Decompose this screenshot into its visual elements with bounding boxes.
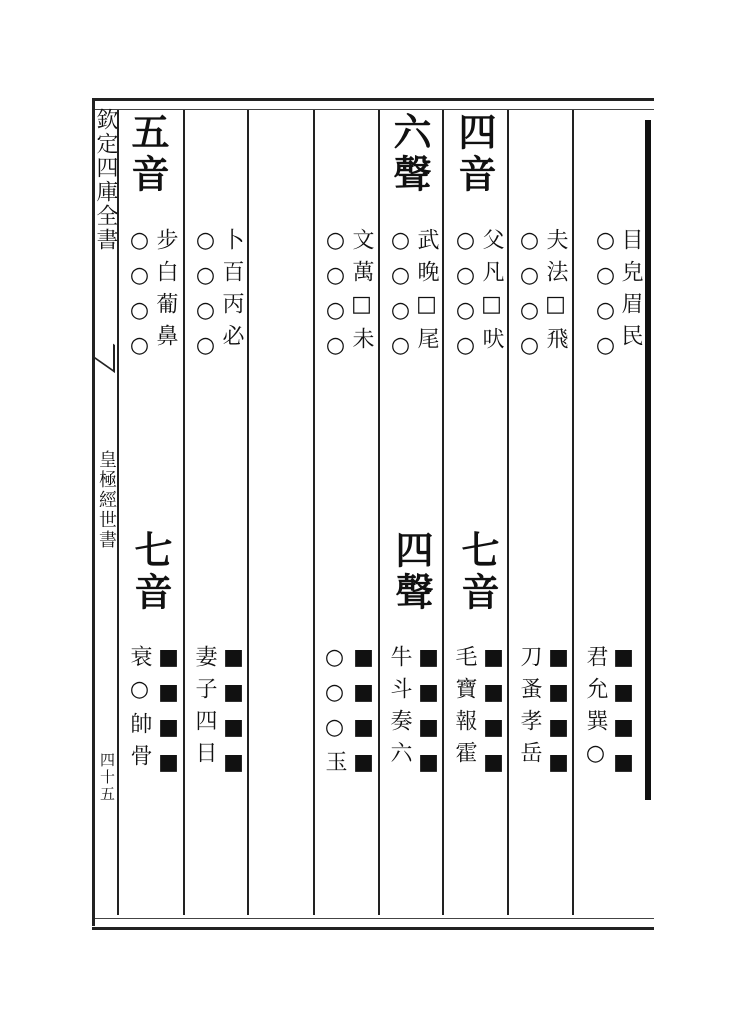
column-rule <box>442 110 444 915</box>
circle-column: ○○○○ <box>127 228 152 368</box>
header-liu-sheng: 六聲 <box>387 112 432 196</box>
rhyme-column: 目皃眉民 <box>618 228 643 356</box>
rhyme-column: 武晚□尾 <box>414 228 439 359</box>
circle-column: ○○○○ <box>453 228 478 368</box>
rhyme-column: 妻子四日 <box>192 645 217 773</box>
block-column: ■■■■ <box>611 645 636 785</box>
page-border-right <box>645 120 651 800</box>
rhyme-column: 步白葡鼻 <box>153 228 178 356</box>
rhyme-column: 卜百丙必 <box>219 228 244 356</box>
page-number: 四十五 <box>98 752 116 803</box>
rhyme-column: 刀蚤孝岳 <box>517 645 542 773</box>
fishtail-mark <box>95 331 115 373</box>
rhyme-column: 君允巽○ <box>583 645 608 776</box>
page-border-top <box>92 98 654 110</box>
block-column: ■■■■ <box>481 645 506 785</box>
chapter-title: 皇極經世書 <box>96 450 117 550</box>
circle-column: ○○○○ <box>593 228 618 368</box>
rhyme-column: 夫法□飛 <box>543 228 568 359</box>
block-column: ■■■■ <box>351 645 376 785</box>
rhyme-column: 衰○帥骨 <box>127 645 152 776</box>
column-rule <box>247 110 249 915</box>
header-qi-yin-left: 七音 <box>128 530 173 614</box>
block-column: ■■■■ <box>546 645 571 785</box>
circle-column: ○○○○ <box>323 228 348 368</box>
block-column: ■■■■ <box>156 645 181 785</box>
rhyme-column: ○○○玉 <box>322 645 347 782</box>
column-rule <box>572 110 574 915</box>
book-title: 欽定四庫全書 <box>93 108 118 252</box>
rhyme-column: 父凡□吠 <box>479 228 504 359</box>
rhyme-column: 毛寶報霍 <box>452 645 477 773</box>
circle-column: ○○○○ <box>517 228 542 368</box>
column-rule <box>183 110 185 915</box>
column-rule <box>378 110 380 915</box>
page-border-bottom <box>92 918 654 930</box>
header-si-sheng: 四聲 <box>389 530 434 614</box>
rhyme-column: 牛斗奏六 <box>387 645 412 773</box>
rhyme-column: 文萬□未 <box>349 228 374 359</box>
header-wu-yin: 五音 <box>125 112 170 196</box>
column-rule <box>313 110 315 915</box>
circle-column: ○○○○ <box>388 228 413 368</box>
block-column: ■■■■ <box>416 645 441 785</box>
header-si-yin: 四音 <box>452 112 497 196</box>
circle-column: ○○○○ <box>193 228 218 368</box>
column-rule <box>507 110 509 915</box>
header-qi-yin-right: 七音 <box>455 530 500 614</box>
block-column: ■■■■ <box>221 645 246 785</box>
